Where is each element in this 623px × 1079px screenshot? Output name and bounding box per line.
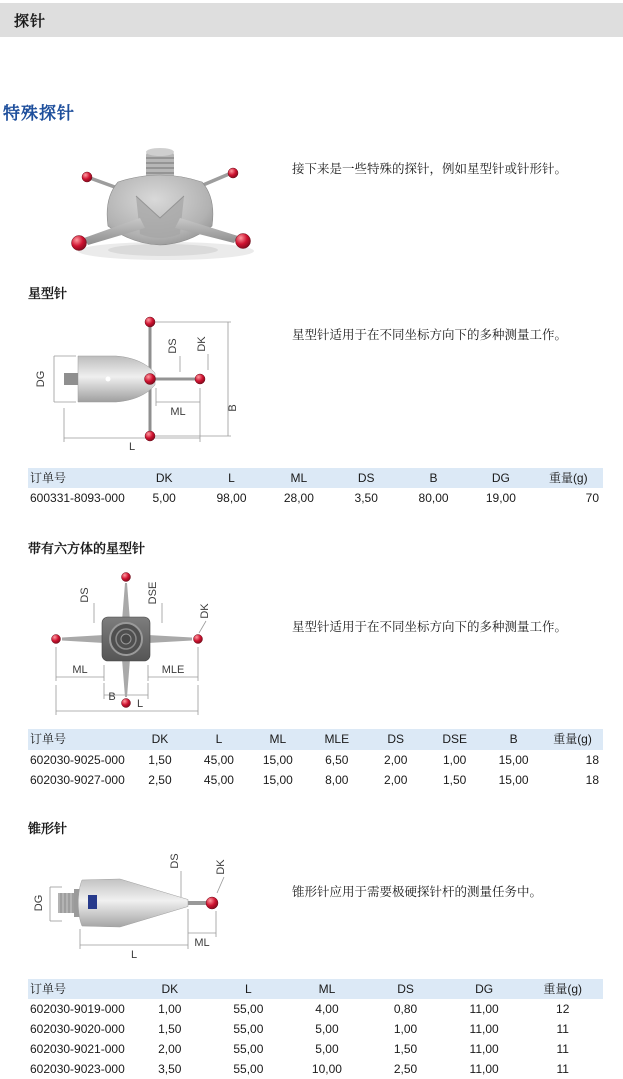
dimension-label-l: L (136, 698, 144, 711)
column-header: 重量(g) (524, 979, 603, 999)
column-header: ML (249, 729, 308, 749)
conical-stylus-section (28, 843, 623, 970)
star-probe-photo-image (28, 138, 290, 268)
table-cell: 11,00 (469, 1042, 499, 1057)
threaded-shank (58, 889, 81, 917)
table-cell: 15,00 (498, 752, 529, 767)
table-cell: 11 (556, 1062, 569, 1077)
table-cell: 602030-9021-000 (30, 1042, 125, 1057)
stylus-up (122, 583, 130, 621)
section-heading-star-stylus: 星型针 (28, 286, 68, 301)
table-cell: 2,00 (158, 1042, 182, 1057)
column-header: B (401, 468, 468, 488)
table-cell: 1,00 (393, 1022, 418, 1037)
column-header: DG (468, 468, 535, 488)
dimension-label-dg: DG (35, 370, 47, 388)
column-header: ML (266, 468, 333, 488)
dimension-label-dg: DG (33, 894, 45, 912)
hex-body-ring (121, 634, 131, 644)
ball-tip-icon (52, 635, 61, 644)
star-stylus-table (28, 468, 603, 508)
stylus-left (62, 635, 104, 643)
dimension-label-ds: DS (167, 338, 179, 354)
table-cell: 19,00 (485, 491, 516, 506)
table-cell: 55,00 (233, 1022, 264, 1037)
table-row (28, 770, 603, 790)
table-cell: 18 (585, 752, 599, 767)
table-cell: 15,00 (262, 772, 293, 787)
table-cell: 11 (556, 1022, 569, 1037)
dimension-label-dk: DK (199, 603, 211, 620)
table-cell: 1,50 (158, 1022, 182, 1037)
star-stylus-description: 星型针适用于在不同坐标方向下的多种测量工作。 (292, 328, 568, 342)
star-probe-photo (28, 138, 292, 273)
table-header-row (28, 468, 603, 488)
shadow-inner (108, 244, 218, 256)
column-header: B (485, 729, 544, 749)
table-cell: 15,00 (262, 752, 293, 767)
ball-tip-icon (145, 317, 155, 327)
hex-star-stylus-diagram-image (28, 563, 228, 721)
page-heading: 特殊探针 (3, 104, 75, 123)
table-row (28, 1019, 603, 1039)
column-header: DS (367, 729, 426, 749)
star-stylus-diagram-image (28, 308, 263, 450)
ball-tip-icon (122, 573, 131, 582)
ball-tip-icon (206, 897, 218, 909)
table-cell: 3,50 (158, 1062, 182, 1077)
table-row (28, 999, 603, 1019)
hex-star-stylus-description: 星型针适用于在不同坐标方向下的多种测量工作。 (292, 620, 568, 635)
table-cell: 1,00 (442, 752, 467, 767)
table-cell: 1,50 (148, 752, 172, 767)
dimension-label-dk: DK (196, 336, 208, 352)
stylus-down (122, 659, 130, 697)
conical-stylus-diagram-image (28, 843, 258, 965)
table-cell: 8,00 (325, 772, 349, 787)
column-header: L (210, 979, 289, 999)
column-header: 订单号 (28, 729, 132, 749)
hex-star-stylus-section (28, 563, 623, 726)
ball-tip-icon (145, 431, 155, 441)
table-cell: 1,50 (442, 772, 467, 787)
column-header: DS (367, 979, 446, 999)
section-heading-conical-stylus: 锥形针 (28, 820, 68, 836)
table-cell: 98,00 (216, 491, 247, 506)
table-cell: 11,00 (469, 1022, 499, 1037)
body-dot (106, 377, 111, 382)
table-cell: 2,50 (393, 1062, 418, 1077)
dimension-label-dk: DK (215, 859, 227, 875)
table-cell: 602030-9019-000 (30, 1002, 125, 1017)
dimension-label-b: B (227, 404, 239, 412)
table-cell: 55,00 (233, 1002, 264, 1017)
conical-stylus-description: 锥形针应用于需要极硬探针杆的测量任务中。 (292, 884, 543, 899)
ball-tip-icon (236, 234, 251, 249)
column-header: 重量(g) (544, 729, 603, 749)
column-header: 重量(g) (536, 468, 603, 488)
table-cell: 5,00 (315, 1042, 339, 1057)
table-cell: 5,00 (152, 491, 176, 506)
ball-tip-icon (82, 172, 92, 182)
brand-mark (88, 895, 97, 909)
column-header: 订单号 (28, 468, 132, 488)
table-cell: 70 (585, 491, 599, 506)
table-row (28, 488, 603, 508)
stylus-stem (188, 901, 206, 905)
table-cell: 2,00 (384, 772, 408, 787)
column-header: 订单号 (28, 979, 132, 999)
table-cell: 45,00 (203, 772, 234, 787)
column-header: DG (446, 979, 525, 999)
dimension-label-ml: ML (194, 936, 210, 949)
column-header: L (199, 468, 266, 488)
table-cell: 10,00 (311, 1062, 342, 1077)
dimension-label-ml: ML (170, 406, 186, 418)
table-cell: 28,00 (283, 491, 314, 506)
table-cell: 4,00 (315, 1002, 339, 1017)
table-row (28, 1039, 603, 1059)
hex-star-stylus-diagram (28, 563, 292, 726)
table-cell: 602030-9020-000 (30, 1022, 125, 1037)
intro-section (28, 138, 623, 273)
table-cell: 1,50 (393, 1042, 418, 1057)
section-heading-hex-star-stylus: 带有六方体的星型针 (28, 541, 146, 557)
table-cell: 11,00 (469, 1002, 499, 1017)
stylus-body (78, 356, 155, 402)
column-header: DK (132, 729, 191, 749)
ball-tip-icon (195, 374, 205, 384)
table-row (28, 750, 603, 770)
dimension-label-ds: DS (169, 853, 181, 869)
star-stylus-diagram (28, 308, 292, 455)
column-header: MLE (308, 729, 367, 749)
dimension-label-ds: DS (79, 587, 91, 604)
stylus-shank (64, 373, 78, 385)
table-cell: 2,00 (384, 752, 408, 767)
table-cell: 11,00 (469, 1062, 499, 1077)
ball-tip-icon (72, 236, 87, 251)
dimension-label-l: L (130, 948, 138, 961)
title-bar (0, 3, 623, 37)
dimension-label-b: B (108, 691, 116, 704)
table-cell: 12 (556, 1002, 570, 1017)
table-cell: 600331-8093-000 (30, 491, 125, 506)
column-header: DSE (426, 729, 485, 749)
table-cell: 2,50 (148, 772, 172, 787)
stylus-right (148, 635, 192, 643)
table-cell: 55,00 (233, 1062, 264, 1077)
table-cell: 55,00 (233, 1042, 264, 1057)
table-cell: 602030-9025-000 (30, 752, 125, 767)
table-row (28, 1059, 603, 1079)
table-cell: 1,00 (158, 1002, 182, 1017)
table-cell: 80,00 (418, 491, 449, 506)
table-cell: 0,80 (393, 1002, 418, 1017)
table-cell: 602030-9027-000 (30, 772, 125, 787)
ball-tip-icon (145, 374, 156, 385)
stylus-stem (155, 378, 195, 381)
ball-tip-icon (228, 168, 238, 178)
star-stylus-section (28, 308, 623, 455)
column-header: DK (132, 979, 211, 999)
table-cell: 18 (585, 772, 599, 787)
table-cell: 3,50 (354, 491, 378, 506)
dimension-label-l: L (128, 441, 136, 450)
conical-stylus-diagram (28, 843, 292, 970)
ball-tip-icon (194, 635, 203, 644)
dimension-label-ml: ML (72, 664, 88, 677)
column-header: L (190, 729, 249, 749)
column-header: DK (132, 468, 199, 488)
table-header-row (28, 979, 603, 999)
column-header: DS (334, 468, 401, 488)
table-cell: 45,00 (203, 752, 234, 767)
table-cell: 6,50 (325, 752, 349, 767)
hex-star-stylus-table (28, 729, 603, 789)
table-cell: 602030-9023-000 (30, 1062, 125, 1077)
intro-text: 接下来是一些特殊的探针，例如星型针或针形针。 (292, 162, 568, 176)
column-header: ML (289, 979, 368, 999)
table-cell: 15,00 (498, 772, 529, 787)
ball-tip-icon (122, 699, 131, 708)
dimension-label-mle: MLE (161, 664, 185, 677)
conical-stylus-table (28, 979, 603, 1079)
table-cell: 11 (556, 1042, 569, 1057)
page-title: 探针 (14, 12, 47, 30)
table-cell: 5,00 (315, 1022, 339, 1037)
dimension-label-dse: DSE (147, 582, 159, 605)
table-header-row (28, 729, 603, 749)
